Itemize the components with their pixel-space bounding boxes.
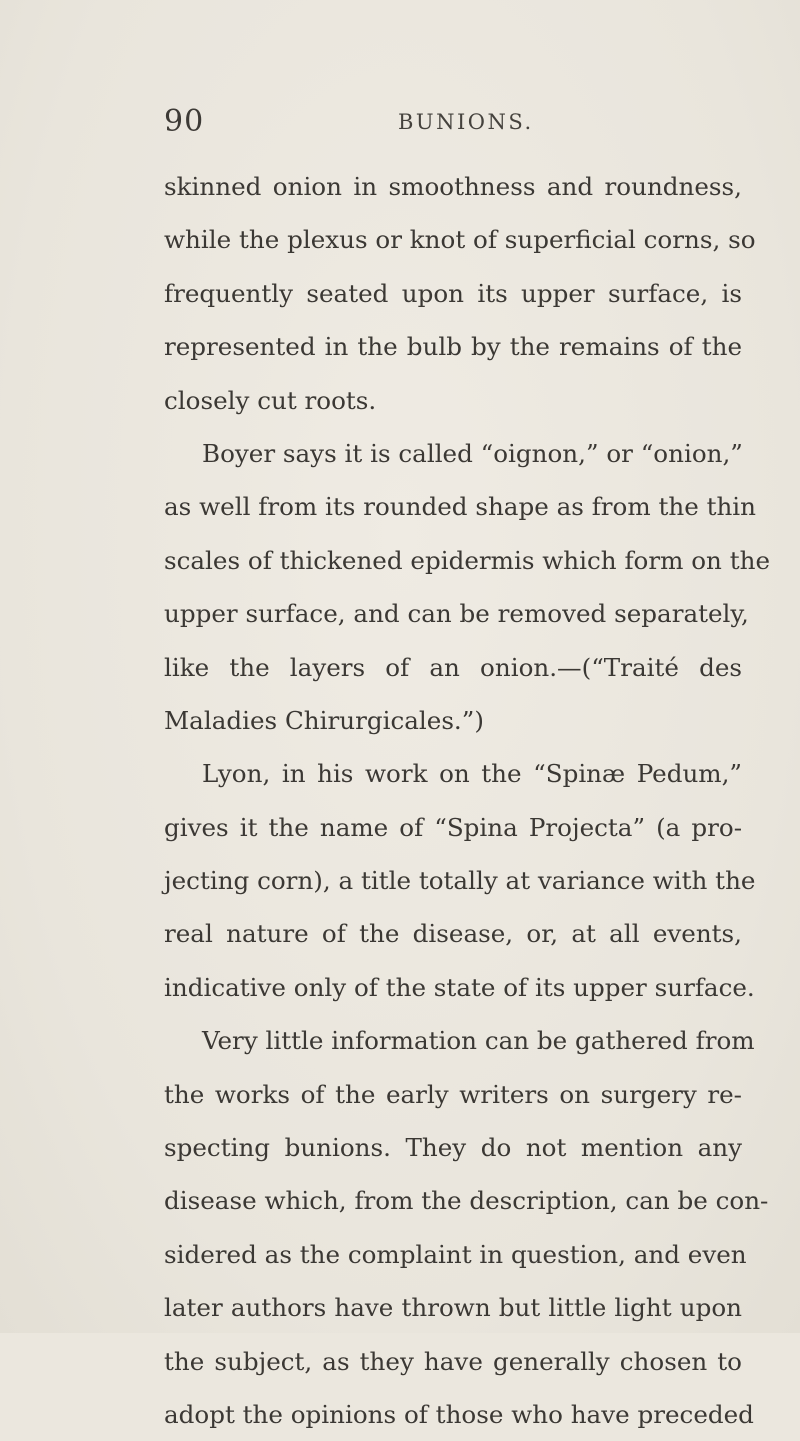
text-line: later authors have thrown but little light upon [164,1293,742,1323]
text-line: adopt the opinions of those who have preceded [164,1399,754,1429]
text-line: Lyon, in his work on the “Spinæ Pedum,” [202,759,742,789]
text-line: scales of thickened epidermis which form on the [164,545,770,575]
text-line: frequently seated upon its upper surface, is [164,278,742,308]
text-line: real nature of the disease, or, at all events, [164,919,742,949]
text-line: the works of the early writers on surgery re- [164,1079,742,1109]
text-line: the subject, as they have generally chosen to [164,1346,742,1376]
page-number: 90 [164,104,205,139]
text-line: while the plexus or knot of superficial corns, so [164,225,756,255]
text-line: upper surface, and can be removed separately, [164,599,749,629]
text-line: Very little information can be gathered from [202,1026,755,1056]
text-line: like the layers of an onion.—(“Traité des [164,652,742,682]
text-line: Maladies Chirurgicales.”) [164,705,484,735]
text-line: closely cut roots. [164,385,377,415]
text-line: disease which, from the description, can be con- [164,1186,769,1216]
page-header [0,104,800,144]
text-line: indicative only of the state of its upper surface. [164,972,755,1002]
text-line: represented in the bulb by the remains of the [164,332,742,362]
text-line: sidered as the complaint in question, and even [164,1239,747,1269]
text-line: gives it the name of “Spina Projecta” (a pro- [164,812,742,842]
text-line: skinned onion in smoothness and roundness, [164,172,742,201]
text-line: specting bunions. They do not mention any [164,1133,742,1163]
text-line: as well from its rounded shape as from the thin [164,492,757,522]
body-text [164,160,770,1441]
text-line: Boyer says it is called “oignon,” or “onion,” [202,438,743,468]
running-head: BUNIONS. [398,110,534,134]
text-line: jecting corn), a title totally at variance with the [164,866,756,896]
